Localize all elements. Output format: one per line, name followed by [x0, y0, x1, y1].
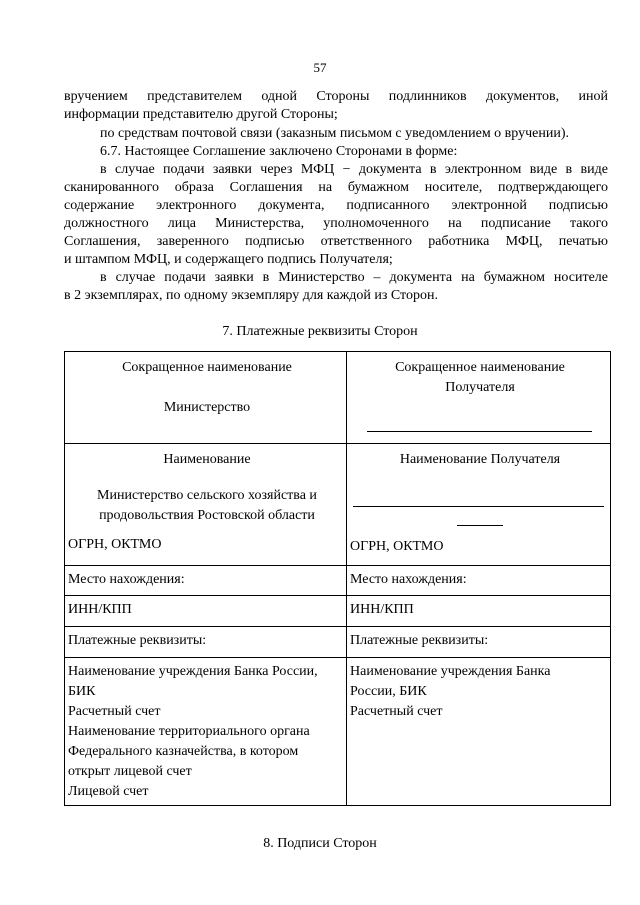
table-row — [65, 596, 611, 627]
cell-line: Наименование территориального органа — [68, 724, 310, 739]
cell-value: ОГРН, ОКТМО — [68, 537, 162, 552]
text-line: по средствам почтовой связи (заказным письмом с уведомлением о вручении). — [100, 126, 569, 141]
cell-line: Лицевой счет — [68, 784, 149, 799]
blank-line — [353, 506, 604, 507]
table-cell: ИНН/КПП — [65, 596, 347, 627]
cell-value: ОГРН, ОКТМО — [350, 539, 444, 554]
blank-line — [457, 525, 503, 526]
text-line: вручением представителем одной Стороны подлинников документов, иной — [64, 89, 608, 104]
section-title-payment-details: 7. Платежные реквизиты Сторон — [222, 324, 418, 339]
payment-details-table — [64, 351, 611, 806]
table-row — [65, 658, 611, 806]
text-line: информации представителю другой Стороны; — [64, 107, 338, 122]
cell-heading: Сокращенное наименование — [122, 360, 292, 375]
cell-heading: Наименование Получателя — [399, 452, 561, 467]
section-title-signatures: 8. Подписи Сторон — [263, 836, 377, 851]
cell-line: Наименование учреждения Банка России, — [68, 664, 318, 679]
table-cell — [347, 444, 611, 566]
cell-line: Расчетный счет — [350, 704, 443, 719]
text-line: 6.7. Настоящее Соглашение заключено Сторонами в форме: — [100, 144, 458, 159]
table-cell — [347, 658, 611, 806]
cell-value: Министерство — [163, 400, 251, 415]
table-cell — [65, 444, 347, 566]
table-row — [65, 627, 611, 658]
text-line: содержание электронного документа, подписанного электронной подписью — [64, 198, 608, 213]
table-cell: Место нахождения: — [65, 566, 347, 596]
cell-line: БИК — [68, 684, 96, 699]
text-line: Соглашения, заверенного подписью ответственного работника МФЦ, печатью — [64, 234, 608, 249]
text-line: сканированного образа Соглашения на бумажном носителе, подтверждающего — [64, 180, 608, 195]
table-cell: Платежные реквизиты: — [347, 627, 611, 658]
cell-line: Федерального казначейства, в котором — [68, 744, 299, 759]
page-number: 57 — [313, 60, 327, 75]
blank-line — [367, 431, 592, 432]
text-line: и штампом МФЦ, и содержащего подпись Получателя; — [64, 252, 393, 267]
text-line: в случае подачи заявки в Министерство – документа на бумажном носителе — [100, 270, 608, 285]
cell-value: продовольствия Ростовской области — [99, 508, 315, 523]
table-row — [65, 352, 611, 444]
table-cell: ИНН/КПП — [347, 596, 611, 627]
table-cell — [347, 352, 611, 444]
cell-line: Расчетный счет — [68, 704, 161, 719]
cell-value: Министерство сельского хозяйства и — [97, 488, 317, 503]
cell-heading: Сокращенное наименование — [395, 360, 565, 375]
text-line: в 2 экземплярах, по одному экземпляру для каждой из Сторон. — [64, 288, 438, 303]
table-cell — [65, 352, 347, 444]
table-cell — [65, 658, 347, 806]
table-row — [65, 566, 611, 596]
text-line: должностного лица Министерства, уполномоченного на подписание такого — [64, 216, 608, 231]
table-cell: Место нахождения: — [347, 566, 611, 596]
cell-heading: Получателя — [445, 380, 515, 395]
cell-line: Наименование учреждения Банка — [350, 664, 551, 679]
cell-heading: Наименование — [163, 452, 251, 467]
cell-line: России, БИК — [350, 684, 427, 699]
text-line: в случае подачи заявки через МФЦ − документа в электронном виде в виде — [100, 162, 608, 177]
cell-line: открыт лицевой счет — [68, 764, 192, 779]
table-cell: Платежные реквизиты: — [65, 627, 347, 658]
table-row — [65, 444, 611, 566]
